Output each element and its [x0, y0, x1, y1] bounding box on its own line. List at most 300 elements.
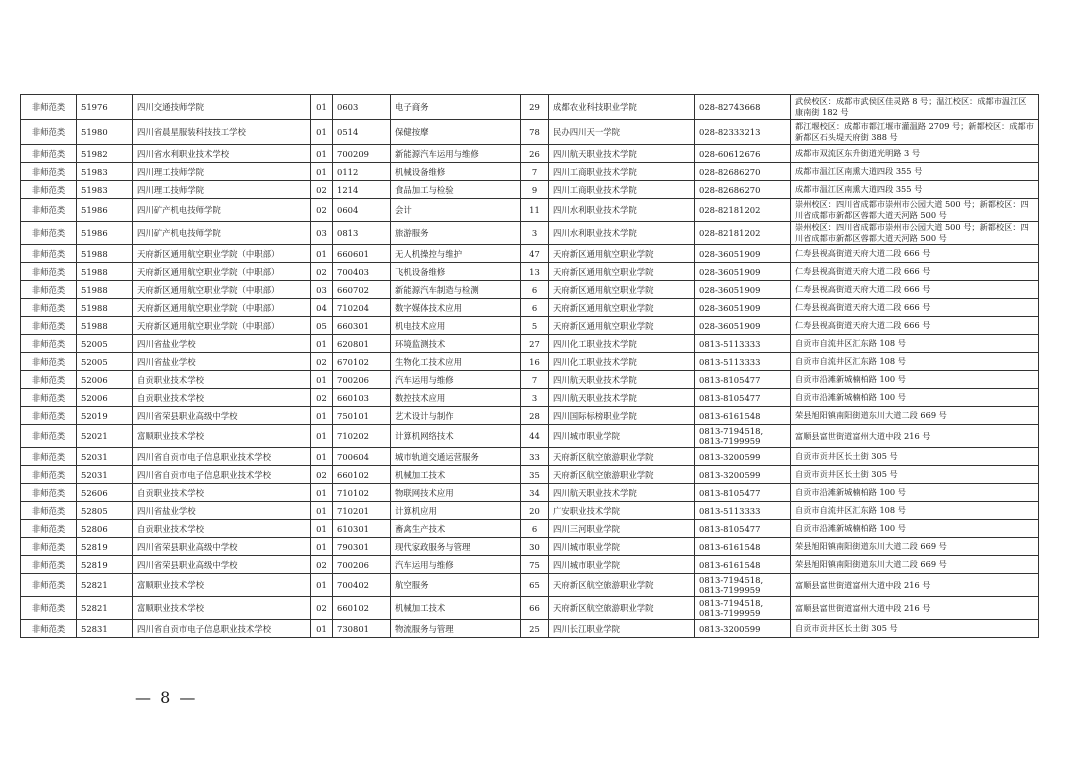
phone-cell: 0813-8105477 — [695, 371, 791, 389]
category-cell: 非师范类 — [21, 317, 77, 335]
seq-cell: 02 — [311, 466, 333, 484]
code-cell: 52006 — [77, 389, 133, 407]
seq-cell: 02 — [311, 199, 333, 222]
partner-college-cell: 四川工商职业技术学院 — [549, 181, 695, 199]
address-cell: 荣县旭阳镇南阳街道东川大道二段 669 号 — [791, 556, 1039, 574]
school-cell: 四川省晨星服装科技技工学校 — [133, 120, 311, 145]
major-code-cell: 0112 — [333, 163, 391, 181]
partner-college-cell: 四川航天职业技术学院 — [549, 145, 695, 163]
major-name-cell: 飞机设备维修 — [391, 263, 521, 281]
major-name-cell: 食品加工与检验 — [391, 181, 521, 199]
partner-college-cell: 四川化工职业技术学院 — [549, 353, 695, 371]
address-cell: 自贡市自流井区汇东路 108 号 — [791, 502, 1039, 520]
table-row — [21, 502, 1039, 520]
major-code-cell: 670102 — [333, 353, 391, 371]
category-cell: 非师范类 — [21, 245, 77, 263]
seq-cell: 01 — [311, 335, 333, 353]
partner-college-cell: 四川长江职业学院 — [549, 620, 695, 638]
major-name-cell: 机电技术应用 — [391, 317, 521, 335]
address-cell: 自贡市自流井区汇东路 108 号 — [791, 353, 1039, 371]
major-code-cell: 710102 — [333, 484, 391, 502]
major-name-cell: 数字媒体技术应用 — [391, 299, 521, 317]
school-cell: 四川省水利职业技术学校 — [133, 145, 311, 163]
phone-cell: 028-36051909 — [695, 245, 791, 263]
code-cell: 51986 — [77, 222, 133, 245]
category-cell: 非师范类 — [21, 484, 77, 502]
seq-cell: 02 — [311, 389, 333, 407]
code-cell: 52821 — [77, 574, 133, 597]
address-cell: 武侯校区：成都市武侯区佳灵路 8 号；温江校区：成都市温江区康南街 182 号 — [791, 95, 1039, 120]
quota-cell: 34 — [521, 484, 549, 502]
address-cell: 富顺县富世街道富州大道中段 216 号 — [791, 425, 1039, 448]
major-name-cell: 汽车运用与维修 — [391, 371, 521, 389]
school-cell: 四川理工技师学院 — [133, 181, 311, 199]
code-cell: 51982 — [77, 145, 133, 163]
seq-cell: 01 — [311, 163, 333, 181]
partner-college-cell: 成都农业科技职业学院 — [549, 95, 695, 120]
address-cell: 仁寿县视高街道天府大道二段 666 号 — [791, 317, 1039, 335]
seq-cell: 02 — [311, 181, 333, 199]
partner-college-cell: 四川航天职业技术学院 — [549, 389, 695, 407]
major-name-cell: 航空服务 — [391, 574, 521, 597]
admission-table — [20, 94, 1039, 638]
address-cell: 仁寿县视高街道天府大道二段 666 号 — [791, 263, 1039, 281]
category-cell: 非师范类 — [21, 371, 77, 389]
category-cell: 非师范类 — [21, 407, 77, 425]
partner-college-cell: 天府新区通用航空职业学院 — [549, 263, 695, 281]
phone-cell: 028-60612676 — [695, 145, 791, 163]
seq-cell: 02 — [311, 353, 333, 371]
major-code-cell: 700604 — [333, 448, 391, 466]
phone-cell: 0813-6161548 — [695, 407, 791, 425]
school-cell: 四川省荣县职业高级中学校 — [133, 556, 311, 574]
code-cell: 52805 — [77, 502, 133, 520]
school-cell: 四川矿产机电技师学院 — [133, 222, 311, 245]
table-row — [21, 145, 1039, 163]
quota-cell: 13 — [521, 263, 549, 281]
category-cell: 非师范类 — [21, 353, 77, 371]
quota-cell: 78 — [521, 120, 549, 145]
quota-cell: 65 — [521, 574, 549, 597]
code-cell: 52005 — [77, 353, 133, 371]
major-name-cell: 环境监测技术 — [391, 335, 521, 353]
school-cell: 四川省盐业学校 — [133, 502, 311, 520]
seq-cell: 01 — [311, 448, 333, 466]
table-row — [21, 163, 1039, 181]
major-code-cell: 710204 — [333, 299, 391, 317]
major-name-cell: 机械加工技术 — [391, 466, 521, 484]
major-code-cell: 710202 — [333, 425, 391, 448]
quota-cell: 30 — [521, 538, 549, 556]
school-cell: 天府新区通用航空职业学院（中职部） — [133, 317, 311, 335]
partner-college-cell: 四川化工职业技术学院 — [549, 335, 695, 353]
code-cell: 52806 — [77, 520, 133, 538]
code-cell: 51983 — [77, 163, 133, 181]
quota-cell: 35 — [521, 466, 549, 484]
major-code-cell: 660102 — [333, 597, 391, 620]
quota-cell: 3 — [521, 222, 549, 245]
seq-cell: 02 — [311, 556, 333, 574]
address-cell: 成都市温江区南熏大道四段 355 号 — [791, 181, 1039, 199]
code-cell: 51988 — [77, 245, 133, 263]
category-cell: 非师范类 — [21, 145, 77, 163]
phone-cell: 0813-8105477 — [695, 520, 791, 538]
major-name-cell: 汽车运用与维修 — [391, 556, 521, 574]
major-name-cell: 城市轨道交通运营服务 — [391, 448, 521, 466]
school-cell: 四川矿产机电技师学院 — [133, 199, 311, 222]
category-cell: 非师范类 — [21, 502, 77, 520]
partner-college-cell: 天府新区通用航空职业学院 — [549, 299, 695, 317]
table-row — [21, 181, 1039, 199]
seq-cell: 01 — [311, 538, 333, 556]
school-cell: 天府新区通用航空职业学院（中职部） — [133, 245, 311, 263]
school-cell: 自贡职业技术学校 — [133, 484, 311, 502]
category-cell: 非师范类 — [21, 520, 77, 538]
category-cell: 非师范类 — [21, 597, 77, 620]
category-cell: 非师范类 — [21, 281, 77, 299]
quota-cell: 7 — [521, 371, 549, 389]
quota-cell: 6 — [521, 299, 549, 317]
quota-cell: 25 — [521, 620, 549, 638]
partner-college-cell: 四川城市职业学院 — [549, 556, 695, 574]
quota-cell: 6 — [521, 281, 549, 299]
major-code-cell: 750101 — [333, 407, 391, 425]
school-cell: 四川交通技师学院 — [133, 95, 311, 120]
table-row — [21, 556, 1039, 574]
major-code-cell: 660702 — [333, 281, 391, 299]
quota-cell: 3 — [521, 389, 549, 407]
code-cell: 52031 — [77, 448, 133, 466]
table-row — [21, 281, 1039, 299]
table-row — [21, 425, 1039, 448]
major-name-cell: 生物化工技术应用 — [391, 353, 521, 371]
code-cell: 51986 — [77, 199, 133, 222]
seq-cell: 01 — [311, 371, 333, 389]
partner-college-cell: 四川水利职业技术学院 — [549, 199, 695, 222]
major-name-cell: 数控技术应用 — [391, 389, 521, 407]
school-cell: 四川省自贡市电子信息职业技术学校 — [133, 448, 311, 466]
phone-cell: 028-82181202 — [695, 222, 791, 245]
seq-cell: 02 — [311, 597, 333, 620]
phone-cell: 0813-3200599 — [695, 466, 791, 484]
seq-cell: 01 — [311, 95, 333, 120]
phone-cell: 0813-5113333 — [695, 335, 791, 353]
code-cell: 52819 — [77, 538, 133, 556]
table-row — [21, 389, 1039, 407]
code-cell: 51988 — [77, 299, 133, 317]
phone-cell: 0813-7194518, 0813-7199959 — [695, 574, 791, 597]
address-cell: 都江堰校区：成都市都江堰市灌温路 2709 号；新都校区：成都市新都区石头堤天府街 388 号 — [791, 120, 1039, 145]
seq-cell: 01 — [311, 145, 333, 163]
major-code-cell: 610301 — [333, 520, 391, 538]
major-name-cell: 新能源汽车制造与检测 — [391, 281, 521, 299]
category-cell: 非师范类 — [21, 199, 77, 222]
code-cell: 51980 — [77, 120, 133, 145]
phone-cell: 0813-3200599 — [695, 448, 791, 466]
phone-cell: 0813-6161548 — [695, 556, 791, 574]
address-cell: 自贡市贡井区长土街 305 号 — [791, 448, 1039, 466]
major-name-cell: 机械设备维修 — [391, 163, 521, 181]
seq-cell: 01 — [311, 484, 333, 502]
phone-cell: 028-36051909 — [695, 317, 791, 335]
address-cell: 仁寿县视高街道天府大道二段 666 号 — [791, 281, 1039, 299]
school-cell: 富顺职业技术学校 — [133, 574, 311, 597]
category-cell: 非师范类 — [21, 163, 77, 181]
address-cell: 成都市双流区东升街道光明路 3 号 — [791, 145, 1039, 163]
table-row — [21, 299, 1039, 317]
partner-college-cell: 四川城市职业学院 — [549, 425, 695, 448]
partner-college-cell: 天府新区航空旅游职业学院 — [549, 448, 695, 466]
seq-cell: 01 — [311, 120, 333, 145]
quota-cell: 75 — [521, 556, 549, 574]
school-cell: 四川理工技师学院 — [133, 163, 311, 181]
major-name-cell: 物联网技术应用 — [391, 484, 521, 502]
school-cell: 四川省自贡市电子信息职业技术学校 — [133, 466, 311, 484]
seq-cell: 01 — [311, 574, 333, 597]
major-code-cell: 660103 — [333, 389, 391, 407]
school-cell: 富顺职业技术学校 — [133, 597, 311, 620]
seq-cell: 01 — [311, 407, 333, 425]
address-cell: 荣县旭阳镇南阳街道东川大道二段 669 号 — [791, 538, 1039, 556]
phone-cell: 028-36051909 — [695, 281, 791, 299]
phone-cell: 0813-6161548 — [695, 538, 791, 556]
quota-cell: 11 — [521, 199, 549, 222]
table-row — [21, 484, 1039, 502]
major-code-cell: 700403 — [333, 263, 391, 281]
category-cell: 非师范类 — [21, 574, 77, 597]
address-cell: 自贡市贡井区长土街 305 号 — [791, 466, 1039, 484]
major-code-cell: 700402 — [333, 574, 391, 597]
quota-cell: 5 — [521, 317, 549, 335]
major-code-cell: 0514 — [333, 120, 391, 145]
quota-cell: 26 — [521, 145, 549, 163]
code-cell: 51988 — [77, 317, 133, 335]
table-row — [21, 245, 1039, 263]
partner-college-cell: 天府新区航空旅游职业学院 — [549, 574, 695, 597]
phone-cell: 028-82686270 — [695, 163, 791, 181]
code-cell: 52831 — [77, 620, 133, 638]
category-cell: 非师范类 — [21, 466, 77, 484]
code-cell: 52819 — [77, 556, 133, 574]
major-code-cell: 790301 — [333, 538, 391, 556]
major-code-cell: 660601 — [333, 245, 391, 263]
major-name-cell: 电子商务 — [391, 95, 521, 120]
address-cell: 仁寿县视高街道天府大道二段 666 号 — [791, 299, 1039, 317]
code-cell: 52606 — [77, 484, 133, 502]
category-cell: 非师范类 — [21, 222, 77, 245]
category-cell: 非师范类 — [21, 263, 77, 281]
major-code-cell: 660301 — [333, 317, 391, 335]
major-name-cell: 会计 — [391, 199, 521, 222]
category-cell: 非师范类 — [21, 556, 77, 574]
major-code-cell: 660102 — [333, 466, 391, 484]
major-name-cell: 现代家政服务与管理 — [391, 538, 521, 556]
school-cell: 自贡职业技术学校 — [133, 389, 311, 407]
partner-college-cell: 广安职业技术学院 — [549, 502, 695, 520]
major-name-cell: 物流服务与管理 — [391, 620, 521, 638]
quota-cell: 20 — [521, 502, 549, 520]
school-cell: 天府新区通用航空职业学院（中职部） — [133, 263, 311, 281]
major-code-cell: 700206 — [333, 371, 391, 389]
major-code-cell: 1214 — [333, 181, 391, 199]
table-row — [21, 520, 1039, 538]
quota-cell: 7 — [521, 163, 549, 181]
quota-cell: 6 — [521, 520, 549, 538]
major-name-cell: 艺术设计与制作 — [391, 407, 521, 425]
phone-cell: 028-36051909 — [695, 299, 791, 317]
admission-table-container — [20, 94, 1038, 638]
quota-cell: 27 — [521, 335, 549, 353]
school-cell: 四川省荣县职业高级中学校 — [133, 538, 311, 556]
major-name-cell: 新能源汽车运用与维修 — [391, 145, 521, 163]
table-row — [21, 597, 1039, 620]
quota-cell: 16 — [521, 353, 549, 371]
table-row — [21, 466, 1039, 484]
major-name-cell: 无人机操控与维护 — [391, 245, 521, 263]
major-code-cell: 730801 — [333, 620, 391, 638]
seq-cell: 01 — [311, 620, 333, 638]
quota-cell: 28 — [521, 407, 549, 425]
category-cell: 非师范类 — [21, 448, 77, 466]
seq-cell: 05 — [311, 317, 333, 335]
partner-college-cell: 四川城市职业学院 — [549, 538, 695, 556]
major-code-cell: 0603 — [333, 95, 391, 120]
major-code-cell: 620801 — [333, 335, 391, 353]
address-cell: 自贡市贡井区长土街 305 号 — [791, 620, 1039, 638]
school-cell: 四川省盐业学校 — [133, 335, 311, 353]
table-row — [21, 317, 1039, 335]
address-cell: 崇州校区：四川省成都市崇州市公园大道 500 号；新都校区：四川省成都市新都区蓉都大道天河路 500 号 — [791, 222, 1039, 245]
table-body — [21, 95, 1039, 638]
code-cell: 52005 — [77, 335, 133, 353]
address-cell: 崇州校区：四川省成都市崇州市公园大道 500 号；新都校区：四川省成都市新都区蓉都大道天河路 500 号 — [791, 199, 1039, 222]
school-cell: 自贡职业技术学校 — [133, 520, 311, 538]
major-name-cell: 畜禽生产技术 — [391, 520, 521, 538]
code-cell: 52019 — [77, 407, 133, 425]
address-cell: 自贡市沿滩新城楠柏路 100 号 — [791, 520, 1039, 538]
seq-cell: 01 — [311, 502, 333, 520]
table-row — [21, 538, 1039, 556]
partner-college-cell: 四川航天职业技术学院 — [549, 371, 695, 389]
quota-cell: 9 — [521, 181, 549, 199]
table-row — [21, 353, 1039, 371]
address-cell: 富顺县富世街道富州大道中段 216 号 — [791, 597, 1039, 620]
table-row — [21, 199, 1039, 222]
code-cell: 51983 — [77, 181, 133, 199]
category-cell: 非师范类 — [21, 335, 77, 353]
partner-college-cell: 四川三河职业学院 — [549, 520, 695, 538]
address-cell: 成都市温江区南熏大道四段 355 号 — [791, 163, 1039, 181]
seq-cell: 01 — [311, 245, 333, 263]
category-cell: 非师范类 — [21, 425, 77, 448]
major-code-cell: 700206 — [333, 556, 391, 574]
partner-college-cell: 天府新区通用航空职业学院 — [549, 317, 695, 335]
table-row — [21, 222, 1039, 245]
phone-cell: 028-82333213 — [695, 120, 791, 145]
major-name-cell: 保健按摩 — [391, 120, 521, 145]
school-cell: 四川省荣县职业高级中学校 — [133, 407, 311, 425]
page-number: — 8 — — [135, 688, 198, 707]
partner-college-cell: 四川工商职业技术学院 — [549, 163, 695, 181]
partner-college-cell: 天府新区通用航空职业学院 — [549, 245, 695, 263]
school-cell: 自贡职业技术学校 — [133, 371, 311, 389]
major-name-cell: 计算机网络技术 — [391, 425, 521, 448]
category-cell: 非师范类 — [21, 620, 77, 638]
address-cell: 自贡市沿滩新城楠柏路 100 号 — [791, 389, 1039, 407]
school-cell: 天府新区通用航空职业学院（中职部） — [133, 299, 311, 317]
address-cell: 富顺县富世街道富州大道中段 216 号 — [791, 574, 1039, 597]
phone-cell: 028-82686270 — [695, 181, 791, 199]
partner-college-cell: 四川航天职业技术学院 — [549, 484, 695, 502]
table-row — [21, 574, 1039, 597]
major-code-cell: 710201 — [333, 502, 391, 520]
quota-cell: 66 — [521, 597, 549, 620]
seq-cell: 01 — [311, 425, 333, 448]
major-name-cell: 计算机应用 — [391, 502, 521, 520]
phone-cell: 0813-8105477 — [695, 389, 791, 407]
address-cell: 自贡市沿滩新城楠柏路 100 号 — [791, 371, 1039, 389]
seq-cell: 03 — [311, 281, 333, 299]
table-row — [21, 95, 1039, 120]
partner-college-cell: 四川水利职业技术学院 — [549, 222, 695, 245]
category-cell: 非师范类 — [21, 120, 77, 145]
phone-cell: 028-36051909 — [695, 263, 791, 281]
quota-cell: 33 — [521, 448, 549, 466]
quota-cell: 29 — [521, 95, 549, 120]
major-code-cell: 0813 — [333, 222, 391, 245]
table-row — [21, 120, 1039, 145]
seq-cell: 02 — [311, 263, 333, 281]
category-cell: 非师范类 — [21, 95, 77, 120]
major-name-cell: 旅游服务 — [391, 222, 521, 245]
code-cell: 52821 — [77, 597, 133, 620]
phone-cell: 028-82743668 — [695, 95, 791, 120]
quota-cell: 47 — [521, 245, 549, 263]
phone-cell: 0813-7194518, 0813-7199959 — [695, 425, 791, 448]
seq-cell: 04 — [311, 299, 333, 317]
table-row — [21, 371, 1039, 389]
school-cell: 四川省盐业学校 — [133, 353, 311, 371]
phone-cell: 0813-3200599 — [695, 620, 791, 638]
table-row — [21, 335, 1039, 353]
phone-cell: 028-82181202 — [695, 199, 791, 222]
school-cell: 富顺职业技术学校 — [133, 425, 311, 448]
quota-cell: 44 — [521, 425, 549, 448]
major-name-cell: 机械加工技术 — [391, 597, 521, 620]
partner-college-cell: 民办四川天一学院 — [549, 120, 695, 145]
major-code-cell: 0604 — [333, 199, 391, 222]
partner-college-cell: 天府新区航空旅游职业学院 — [549, 597, 695, 620]
category-cell: 非师范类 — [21, 538, 77, 556]
address-cell: 荣县旭阳镇南阳街道东川大道二段 669 号 — [791, 407, 1039, 425]
table-row — [21, 448, 1039, 466]
code-cell: 52006 — [77, 371, 133, 389]
seq-cell: 03 — [311, 222, 333, 245]
phone-cell: 0813-5113333 — [695, 502, 791, 520]
school-cell: 天府新区通用航空职业学院（中职部） — [133, 281, 311, 299]
code-cell: 51988 — [77, 281, 133, 299]
table-row — [21, 263, 1039, 281]
category-cell: 非师范类 — [21, 299, 77, 317]
address-cell: 自贡市自流井区汇东路 108 号 — [791, 335, 1039, 353]
code-cell: 52031 — [77, 466, 133, 484]
table-row — [21, 407, 1039, 425]
code-cell: 52021 — [77, 425, 133, 448]
phone-cell: 0813-8105477 — [695, 484, 791, 502]
partner-college-cell: 天府新区通用航空职业学院 — [549, 281, 695, 299]
table-row — [21, 620, 1039, 638]
code-cell: 51988 — [77, 263, 133, 281]
